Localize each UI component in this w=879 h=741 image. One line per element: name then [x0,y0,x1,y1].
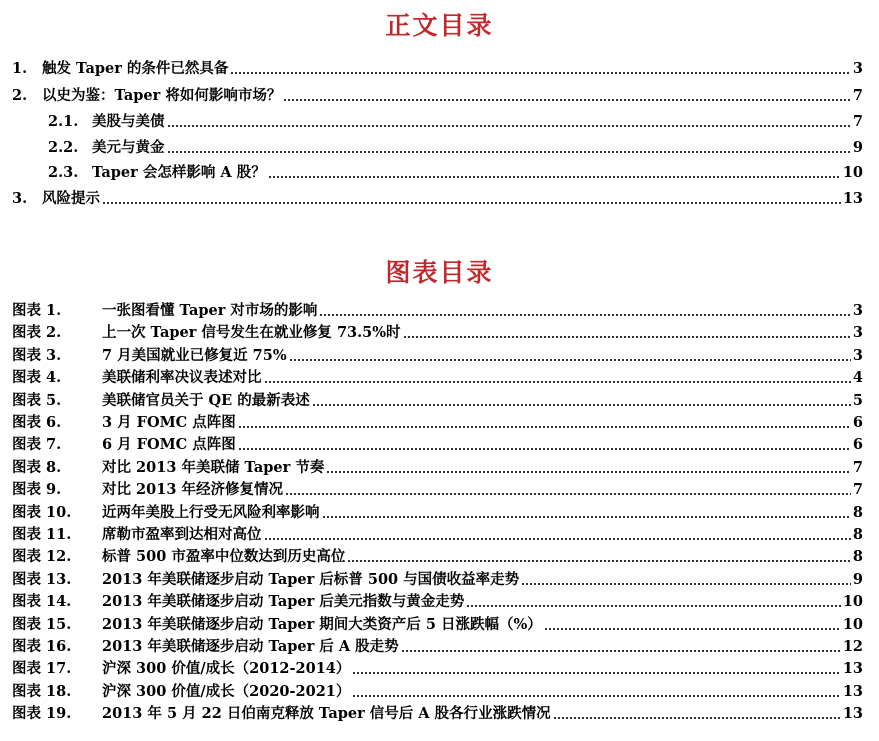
figure-entry[interactable] [12,682,863,702]
toc-page-number: 7 [852,87,863,104]
figure-title: 2013 年 5 月 22 日伯南克释放 Taper 信号后 A 股各行业涨跌情况 [102,705,551,723]
figure-page-number: 5 [852,391,863,409]
dot-leader [403,335,851,339]
figure-entry[interactable] [12,480,863,500]
figure-title: 席勒市盈率到达相对高位 [102,526,262,543]
dot-leader [347,559,851,563]
toc-title: Taper 会怎样影响 A 股？ [92,164,266,181]
figure-number: 图表 10. [12,503,72,521]
figure-entry[interactable] [12,637,863,657]
figure-entry[interactable] [12,413,863,433]
dot-leader [264,380,851,384]
figure-number: 图表 19. [12,705,72,723]
figure-page-number: 7 [852,458,863,476]
figure-entry[interactable] [12,458,863,478]
figure-entry[interactable] [12,592,863,612]
figure-title: 一张图看懂 Taper 对市场的影响 [102,302,318,319]
figure-number: 图表 11. [12,526,72,543]
figure-number: 图表 14. [12,593,72,611]
dot-leader [238,425,851,429]
figure-page-number: 6 [852,414,863,431]
figure-entry[interactable] [12,570,863,590]
figure-page-number: 4 [852,369,863,387]
figure-number: 图表 12. [12,548,72,566]
figure-title: 2013 年美联储逐步启动 Taper 后美元指数与黄金走势 [102,593,465,611]
toc-number: 1. [12,60,28,77]
toc-number: 3. [12,190,28,207]
figure-page-number: 13 [842,660,863,678]
dot-leader [553,716,841,720]
dot-leader [521,582,851,586]
figures-heading: 图表目录 [385,258,494,287]
toc-page-number: 10 [842,164,863,181]
figure-title: 6 月 FOMC 点阵图 [102,436,236,454]
toc-page-number: 9 [852,139,863,156]
figure-page-number: 8 [852,526,863,543]
figure-page-number: 8 [852,548,863,566]
toc-title: 美股与美债 [92,113,165,130]
dot-leader [466,604,841,608]
figure-title: 对比 2013 年美联储 Taper 节奏 [102,458,325,476]
figure-entry[interactable] [12,301,863,321]
figure-title: 3 月 FOMC 点阵图 [102,414,236,431]
figure-entry[interactable] [12,435,863,455]
dot-leader [319,313,851,317]
toc-title: 风险提示 [42,190,100,207]
toc-number: 2.2. [48,139,79,156]
figure-entry[interactable] [12,547,863,567]
dot-leader [544,627,841,631]
figure-title: 近两年美股上行受无风险利率影响 [102,503,320,521]
figure-number: 图表 3. [12,346,62,364]
figure-page-number: 3 [852,324,863,342]
dot-leader [401,649,841,653]
figure-page-number: 7 [852,481,863,499]
figure-page-number: 12 [842,638,863,655]
figure-title: 美联储官员关于 QE 的最新表述 [102,391,310,409]
figure-number: 图表 9. [12,481,62,499]
figure-title: 标普 500 市盈率中位数达到历史高位 [102,548,346,566]
figure-page-number: 10 [842,615,863,633]
figure-entry[interactable] [12,391,863,411]
figure-number: 图表 16. [12,638,72,655]
toc-title: 以史为鉴：Taper 将如何影响市场？ [42,87,282,104]
figure-title: 2013 年美联储逐步启动 Taper 期间大类资产后 5 日涨跌幅（%） [102,615,542,633]
toc-page-number: 3 [852,60,863,77]
dot-leader [285,492,851,496]
toc-number: 2. [12,87,28,104]
figure-title: 2013 年美联储逐步启动 Taper 后标普 500 与国债收益率走势 [102,570,520,588]
figure-page-number: 13 [842,682,863,700]
figure-entry[interactable] [12,368,863,388]
figure-title: 2013 年美联储逐步启动 Taper 后 A 股走势 [102,638,399,655]
figure-page-number: 8 [852,503,863,521]
figure-number: 图表 15. [12,615,72,633]
figure-number: 图表 4. [12,369,62,387]
dot-leader [352,694,840,698]
figure-entry[interactable] [12,503,863,523]
figure-page-number: 6 [852,436,863,454]
figure-title: 7 月美国就业已修复近 75% [102,346,287,364]
figure-entry[interactable] [12,704,863,724]
figure-number: 图表 7. [12,436,62,454]
figure-title: 沪深 300 价值/成长（2012-2014） [102,660,351,678]
toc-title: 触发 Taper 的条件已然具备 [42,60,229,77]
figure-number: 图表 18. [12,682,72,700]
figure-title: 美联储利率决议表述对比 [102,369,262,387]
toc-page-number: 13 [842,190,863,207]
dot-leader [322,515,851,519]
figure-number: 图表 5. [12,391,62,409]
figure-title: 对比 2013 年经济修复情况 [102,481,283,499]
figure-number: 图表 13. [12,570,72,588]
dot-leader [326,470,851,474]
figure-page-number: 3 [852,346,863,364]
toc-title: 美元与黄金 [92,139,165,156]
figure-number: 图表 17. [12,660,72,678]
figure-number: 图表 8. [12,458,62,476]
dot-leader [352,671,840,675]
figure-number: 图表 2. [12,324,62,342]
figure-page-number: 13 [842,705,863,723]
figure-entry[interactable] [12,346,863,366]
figure-number: 图表 6. [12,414,62,431]
toc-number: 2.1. [48,113,79,130]
toc-number: 2.3. [48,164,79,181]
figure-entry[interactable] [12,525,863,545]
dot-leader [289,358,851,362]
figure-entry[interactable] [12,615,863,635]
toc-heading: 正文目录 [385,11,494,40]
dot-leader [238,447,851,451]
figure-entry[interactable] [12,659,863,679]
figure-page-number: 10 [842,593,863,611]
figure-page-number: 3 [852,302,863,319]
figure-entry[interactable] [12,323,863,343]
toc-page-number: 7 [852,113,863,130]
figure-number: 图表 1. [12,302,62,319]
dot-leader [312,403,851,407]
figure-title: 沪深 300 价值/成长（2020-2021） [102,682,351,700]
figure-page-number: 9 [852,570,863,588]
dot-leader [264,537,851,541]
figure-title: 上一次 Taper 信号发生在就业修复 73.5%时 [102,324,401,342]
